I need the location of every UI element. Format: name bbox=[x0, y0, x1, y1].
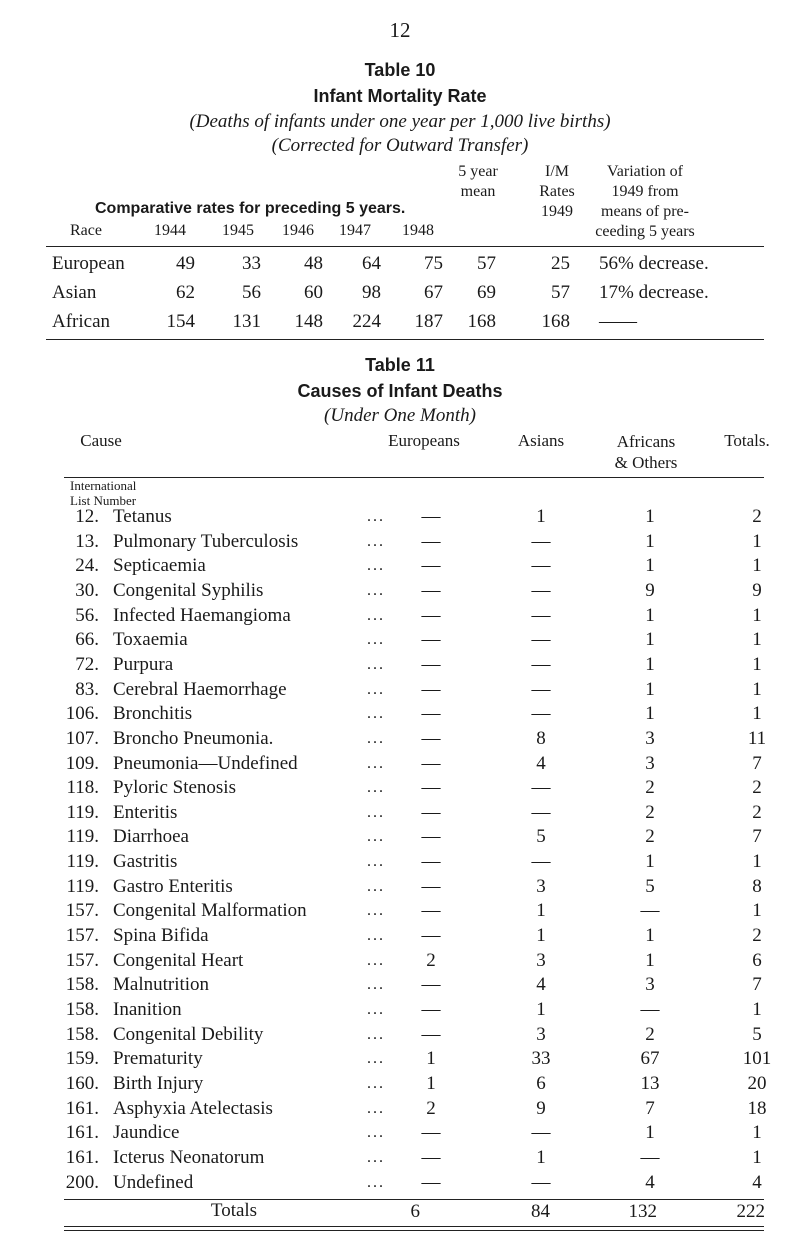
table11-list-number: 30. bbox=[75, 580, 99, 601]
table11-list-number: 83. bbox=[75, 679, 99, 700]
table11-leader: ... bbox=[367, 853, 385, 870]
table11-leader: ... bbox=[367, 976, 385, 993]
header-line: Variation of bbox=[607, 163, 683, 180]
table11-asians: 1 bbox=[536, 1147, 546, 1168]
table11-cause: Broncho Pneumonia. bbox=[113, 728, 274, 749]
table11-total: 1 bbox=[752, 679, 762, 700]
table10-header-im-rates bbox=[539, 162, 575, 222]
table11-leader: ... bbox=[367, 557, 385, 574]
table11-total: 18 bbox=[747, 1098, 767, 1119]
header-line: International bbox=[70, 478, 137, 493]
table11-leader: ... bbox=[367, 828, 385, 845]
table11-total: 2 bbox=[752, 506, 762, 527]
table11-europeans: — bbox=[421, 1172, 441, 1193]
table10-col-1944: 1944 bbox=[154, 222, 186, 239]
table11-leader: ... bbox=[367, 804, 385, 821]
table11-intl-label bbox=[70, 478, 136, 508]
table10-header-comparative: Comparative rates for preceding 5 years. bbox=[95, 200, 406, 217]
table10-race: European bbox=[52, 253, 125, 274]
table11-leader: ... bbox=[367, 656, 385, 673]
table11-total: 1 bbox=[752, 629, 762, 650]
table11-africans: 3 bbox=[645, 753, 655, 774]
table11-africans: 1 bbox=[645, 950, 655, 971]
table11-africans: — bbox=[640, 1147, 660, 1168]
table11-rule-header bbox=[64, 477, 764, 478]
table11-total: 101 bbox=[742, 1048, 772, 1069]
table10-value: 148 bbox=[294, 311, 323, 332]
table11-africans: 1 bbox=[645, 654, 655, 675]
table11-total: 1 bbox=[752, 654, 762, 675]
table11-total: 20 bbox=[747, 1073, 767, 1094]
table11-leader: ... bbox=[367, 1174, 385, 1191]
table11-cause: Enteritis bbox=[113, 802, 178, 823]
table11-leader: ... bbox=[367, 1026, 385, 1043]
table11-asians: 1 bbox=[536, 925, 546, 946]
table10-rule-bottom bbox=[46, 339, 764, 340]
table11-europeans: 1 bbox=[426, 1073, 436, 1094]
table10-value: 56 bbox=[242, 282, 261, 303]
table11-africans: 9 bbox=[645, 580, 655, 601]
table11-leader: ... bbox=[367, 730, 385, 747]
table11-list-number: 72. bbox=[75, 654, 99, 675]
table11-total: 9 bbox=[752, 580, 762, 601]
table11-asians: 3 bbox=[536, 950, 546, 971]
table11-cause: Pyloric Stenosis bbox=[113, 777, 236, 798]
table11-cause: Asphyxia Atelectasis bbox=[113, 1098, 273, 1119]
table11-africans: 1 bbox=[645, 703, 655, 724]
table11-africans: 1 bbox=[645, 629, 655, 650]
table11-total: 7 bbox=[752, 753, 762, 774]
table11-europeans: — bbox=[421, 826, 441, 847]
header-line: Rates bbox=[539, 183, 575, 200]
page-number: 12 bbox=[389, 18, 411, 42]
table11-total: 1 bbox=[752, 605, 762, 626]
table11-asians: 4 bbox=[536, 753, 546, 774]
table11-asians: — bbox=[531, 1122, 551, 1143]
table11-leader: ... bbox=[367, 1100, 385, 1117]
table11-cause: Jaundice bbox=[113, 1122, 180, 1143]
table11-europeans: — bbox=[421, 777, 441, 798]
table11-subtitle: Causes of Infant Deaths bbox=[297, 381, 503, 401]
table11-col-cause: Cause bbox=[80, 431, 122, 450]
table11-africans: 1 bbox=[645, 555, 655, 576]
table11-total: 1 bbox=[752, 900, 762, 921]
table11-asians: 3 bbox=[536, 1024, 546, 1045]
table11-leader: ... bbox=[367, 1124, 385, 1141]
table11-africans: — bbox=[640, 999, 660, 1020]
table10-mean: 57 bbox=[477, 253, 496, 274]
table11-europeans: — bbox=[421, 555, 441, 576]
table11-cause: Gastro Enteritis bbox=[113, 876, 233, 897]
table11-europeans: — bbox=[421, 629, 441, 650]
table11-europeans: — bbox=[421, 580, 441, 601]
table10-value: 98 bbox=[362, 282, 381, 303]
table11-list-number: 157. bbox=[65, 950, 99, 971]
header-line: 1949 bbox=[540, 203, 573, 220]
table11-rule-double-1 bbox=[64, 1226, 764, 1227]
table11-cause: Tetanus bbox=[113, 506, 172, 527]
table11-cause: Pulmonary Tuberculosis bbox=[113, 531, 299, 552]
table11-total: 1 bbox=[752, 555, 762, 576]
table11-europeans: — bbox=[421, 531, 441, 552]
table11-africans: 1 bbox=[645, 506, 655, 527]
table10-col-1947: 1947 bbox=[339, 222, 371, 239]
table11-africans: 13 bbox=[640, 1073, 660, 1094]
table10-variation: 17% decrease. bbox=[599, 282, 709, 303]
table11-cause: Malnutrition bbox=[113, 974, 210, 995]
table11-asians: 1 bbox=[536, 506, 546, 527]
table11-total: 1 bbox=[752, 531, 762, 552]
table10-header-variation bbox=[595, 162, 695, 242]
table11-europeans: — bbox=[421, 876, 441, 897]
table11-cause: Prematurity bbox=[113, 1048, 203, 1069]
table11-cause: Congenital Syphilis bbox=[113, 580, 264, 601]
table10-rate: 168 bbox=[541, 311, 570, 332]
table11-total: 2 bbox=[752, 925, 762, 946]
table11-europeans: — bbox=[421, 900, 441, 921]
table11-list-number: 119. bbox=[66, 802, 99, 823]
table10-value: 48 bbox=[304, 253, 323, 274]
header-line: List Number bbox=[70, 493, 137, 508]
table10-subtitle: Infant Mortality Rate bbox=[313, 86, 487, 106]
table10-value: 131 bbox=[232, 311, 261, 332]
table11-africans: 3 bbox=[645, 728, 655, 749]
table11-total: 7 bbox=[752, 974, 762, 995]
table11-list-number: 161. bbox=[65, 1147, 99, 1168]
table10-note-transfer: (Corrected for Outward Transfer) bbox=[271, 135, 529, 156]
table11-list-number: 107. bbox=[65, 728, 99, 749]
table10-mean: 69 bbox=[477, 282, 496, 303]
table10-col-1948: 1948 bbox=[402, 222, 434, 239]
table11-asians: 3 bbox=[536, 876, 546, 897]
table11-africans: 7 bbox=[645, 1098, 655, 1119]
table11-leader: ... bbox=[367, 705, 385, 722]
table10-value: 75 bbox=[424, 253, 443, 274]
table10-mean: 168 bbox=[467, 311, 496, 332]
table11-total: 6 bbox=[752, 950, 762, 971]
table10-value: 64 bbox=[362, 253, 381, 274]
table11-leader: ... bbox=[367, 927, 385, 944]
table10-col-1945: 1945 bbox=[222, 222, 254, 239]
table11-leader: ... bbox=[367, 1075, 385, 1092]
table11-asians: 1 bbox=[536, 900, 546, 921]
table11-list-number: 109. bbox=[65, 753, 99, 774]
table11-totals-africans: 132 bbox=[628, 1201, 657, 1222]
table11-list-number: 119. bbox=[66, 851, 99, 872]
table11-total: 8 bbox=[752, 876, 762, 897]
table11-total: 5 bbox=[752, 1024, 762, 1045]
table11-list-number: 12. bbox=[75, 506, 99, 527]
table11-africans: — bbox=[640, 900, 660, 921]
table11-total: 1 bbox=[752, 851, 762, 872]
table11-europeans: — bbox=[421, 605, 441, 626]
table11-cause: Cerebral Haemorrhage bbox=[113, 679, 287, 700]
table11-list-number: 66. bbox=[75, 629, 99, 650]
table11-cause: Septicaemia bbox=[113, 555, 206, 576]
table11-asians: — bbox=[531, 703, 551, 724]
table11-asians: — bbox=[531, 555, 551, 576]
table11-title: Table 11 bbox=[365, 355, 435, 375]
table11-list-number: 118. bbox=[66, 777, 99, 798]
table11-totals-europeans: 6 bbox=[410, 1201, 420, 1222]
table11-col-africans bbox=[615, 431, 678, 473]
table11-list-number: 24. bbox=[75, 555, 99, 576]
table10-rate: 57 bbox=[551, 282, 570, 303]
table11-asians: 9 bbox=[536, 1098, 546, 1119]
table11-asians: — bbox=[531, 802, 551, 823]
header-line: I/M bbox=[544, 163, 569, 180]
table11-cause: Purpura bbox=[113, 654, 174, 675]
table11-asians: — bbox=[531, 679, 551, 700]
table11-africans: 2 bbox=[645, 777, 655, 798]
table11-africans: 1 bbox=[645, 605, 655, 626]
table11-list-number: 161. bbox=[65, 1098, 99, 1119]
table11-europeans: — bbox=[421, 753, 441, 774]
table11-total: 4 bbox=[752, 1172, 762, 1193]
table11-leader: ... bbox=[367, 878, 385, 895]
table11-cause: Congenital Malformation bbox=[113, 900, 307, 921]
table10-value: 187 bbox=[414, 311, 443, 332]
table11-europeans: — bbox=[421, 679, 441, 700]
table10-header-mean bbox=[458, 162, 498, 202]
table10-value: 62 bbox=[176, 282, 195, 303]
table11-asians: — bbox=[531, 851, 551, 872]
table11-leader: ... bbox=[367, 533, 385, 550]
table11-europeans: — bbox=[421, 974, 441, 995]
table11-list-number: 161. bbox=[65, 1122, 99, 1143]
table11-africans: 67 bbox=[640, 1048, 660, 1069]
header-line: mean bbox=[460, 183, 496, 200]
table11-leader: ... bbox=[367, 1149, 385, 1166]
table11-total: 1 bbox=[752, 999, 762, 1020]
table11-europeans: — bbox=[421, 925, 441, 946]
table11-list-number: 157. bbox=[65, 900, 99, 921]
table11-africans: 1 bbox=[645, 851, 655, 872]
table10-rule-top bbox=[46, 246, 764, 247]
table11-totals-total: 222 bbox=[736, 1201, 765, 1222]
table11-leader: ... bbox=[367, 902, 385, 919]
table11-total: 7 bbox=[752, 826, 762, 847]
table11-cause: Toxaemia bbox=[113, 629, 188, 650]
table11-europeans: 1 bbox=[426, 1048, 436, 1069]
table11-col-totals: Totals. bbox=[724, 431, 770, 450]
table10-col-race: Race bbox=[70, 222, 102, 239]
table11-asians: 4 bbox=[536, 974, 546, 995]
table11-europeans: 2 bbox=[426, 950, 436, 971]
table11-africans: 4 bbox=[645, 1172, 655, 1193]
table11-cause: Bronchitis bbox=[113, 703, 193, 724]
table11-leader: ... bbox=[367, 607, 385, 624]
table10-value: 60 bbox=[304, 282, 323, 303]
table10-rate: 25 bbox=[551, 253, 570, 274]
table11-asians: — bbox=[531, 605, 551, 626]
table11-europeans: — bbox=[421, 1024, 441, 1045]
table11-africans: 3 bbox=[645, 974, 655, 995]
table10-value: 67 bbox=[424, 282, 443, 303]
table11-cause: Pneumonia—Undefined bbox=[113, 753, 298, 774]
table11-total: 1 bbox=[752, 703, 762, 724]
table11-cause: Inanition bbox=[113, 999, 182, 1020]
table11-list-number: 158. bbox=[65, 999, 99, 1020]
table11-europeans: — bbox=[421, 506, 441, 527]
table10-value: 33 bbox=[242, 253, 261, 274]
table11-leader: ... bbox=[367, 755, 385, 772]
table11-rule-double-2 bbox=[64, 1230, 764, 1231]
table11-cause: Gastritis bbox=[113, 851, 178, 872]
header-line: 5 year bbox=[458, 163, 498, 180]
table11-africans: 2 bbox=[645, 826, 655, 847]
table11-europeans: — bbox=[421, 728, 441, 749]
table11-leader: ... bbox=[367, 631, 385, 648]
table11-asians: — bbox=[531, 777, 551, 798]
table11-leader: ... bbox=[367, 681, 385, 698]
table11-list-number: 13. bbox=[75, 531, 99, 552]
header-line: ceeding 5 years bbox=[595, 223, 695, 240]
table10-race: African bbox=[52, 311, 111, 332]
table11-totals-asians: 84 bbox=[531, 1201, 550, 1222]
table11-list-number: 158. bbox=[65, 974, 99, 995]
table11-europeans: — bbox=[421, 703, 441, 724]
table11-cause: Diarrhoea bbox=[113, 826, 189, 847]
table11-list-number: 160. bbox=[65, 1073, 99, 1094]
table11-cause: Icterus Neonatorum bbox=[113, 1147, 265, 1168]
table11-africans: 2 bbox=[645, 1024, 655, 1045]
header-line: & Others bbox=[614, 453, 678, 472]
header-line: 1949 from bbox=[611, 183, 679, 200]
table11-europeans: — bbox=[421, 654, 441, 675]
table11-asians: — bbox=[531, 629, 551, 650]
table11-europeans: 2 bbox=[426, 1098, 436, 1119]
table11-total: 11 bbox=[747, 728, 767, 749]
table11-europeans: — bbox=[421, 999, 441, 1020]
table11-cause: Congenital Heart bbox=[113, 950, 244, 971]
table11-europeans: — bbox=[421, 1122, 441, 1143]
table11-cause: Undefined bbox=[113, 1172, 194, 1193]
table11-europeans: — bbox=[421, 851, 441, 872]
table10-note-deaths: (Deaths of infants under one year per 1,000 live births) bbox=[189, 111, 611, 132]
table11-cause: Birth Injury bbox=[113, 1073, 204, 1094]
table11-cause: Infected Haemangioma bbox=[113, 605, 291, 626]
table11-total: 2 bbox=[752, 777, 762, 798]
table11-asians: 5 bbox=[536, 826, 546, 847]
table11-africans: 1 bbox=[645, 925, 655, 946]
table11-asians: 1 bbox=[536, 999, 546, 1020]
table11-leader: ... bbox=[367, 952, 385, 969]
table11-leader: ... bbox=[367, 1050, 385, 1067]
table11-list-number: 157. bbox=[65, 925, 99, 946]
header-line: means of pre- bbox=[601, 203, 689, 220]
table11-asians: — bbox=[531, 531, 551, 552]
table11-list-number: 200. bbox=[65, 1172, 99, 1193]
table11-total: 2 bbox=[752, 802, 762, 823]
table11-total: 1 bbox=[752, 1122, 762, 1143]
table11-list-number: 56. bbox=[75, 605, 99, 626]
table11-europeans: — bbox=[421, 1147, 441, 1168]
table11-list-number: 158. bbox=[65, 1024, 99, 1045]
table11-asians: 8 bbox=[536, 728, 546, 749]
table11-africans: 1 bbox=[645, 679, 655, 700]
table11-leader: ... bbox=[367, 779, 385, 796]
table11-col-asians: Asians bbox=[517, 431, 565, 450]
header-line: Africans bbox=[616, 432, 676, 451]
table10-variation: —— bbox=[599, 311, 637, 332]
table11-africans: 5 bbox=[645, 876, 655, 897]
table11-africans: 2 bbox=[645, 802, 655, 823]
table11-list-number: 119. bbox=[66, 876, 99, 897]
table11-africans: 1 bbox=[645, 1122, 655, 1143]
table11-asians: — bbox=[531, 654, 551, 675]
table11-list-number: 106. bbox=[65, 703, 99, 724]
table11-note: (Under One Month) bbox=[324, 405, 476, 426]
table11-asians: — bbox=[531, 1172, 551, 1193]
table11-leader: ... bbox=[367, 508, 385, 525]
table10-value: 154 bbox=[166, 311, 195, 332]
table11-leader: ... bbox=[367, 582, 385, 599]
table11-col-europeans: Europeans bbox=[388, 431, 460, 450]
table11-totals-label: Totals bbox=[210, 1200, 258, 1221]
table10-race: Asian bbox=[52, 282, 97, 303]
table10-value: 224 bbox=[352, 311, 381, 332]
table10-title: Table 10 bbox=[364, 60, 436, 80]
table11-asians: — bbox=[531, 580, 551, 601]
table11-list-number: 119. bbox=[66, 826, 99, 847]
table11-africans: 1 bbox=[645, 531, 655, 552]
table11-cause: Spina Bifida bbox=[113, 925, 209, 946]
table10-value: 49 bbox=[176, 253, 195, 274]
table10-variation: 56% decrease. bbox=[599, 253, 709, 274]
table10-col-1946: 1946 bbox=[282, 222, 314, 239]
table11-list-number: 159. bbox=[65, 1048, 99, 1069]
table11-asians: 33 bbox=[531, 1048, 551, 1069]
table11-leader: ... bbox=[367, 1001, 385, 1018]
table11-asians: 6 bbox=[536, 1073, 546, 1094]
table11-europeans: — bbox=[421, 802, 441, 823]
table11-cause: Congenital Debility bbox=[113, 1024, 264, 1045]
table11-total: 1 bbox=[752, 1147, 762, 1168]
